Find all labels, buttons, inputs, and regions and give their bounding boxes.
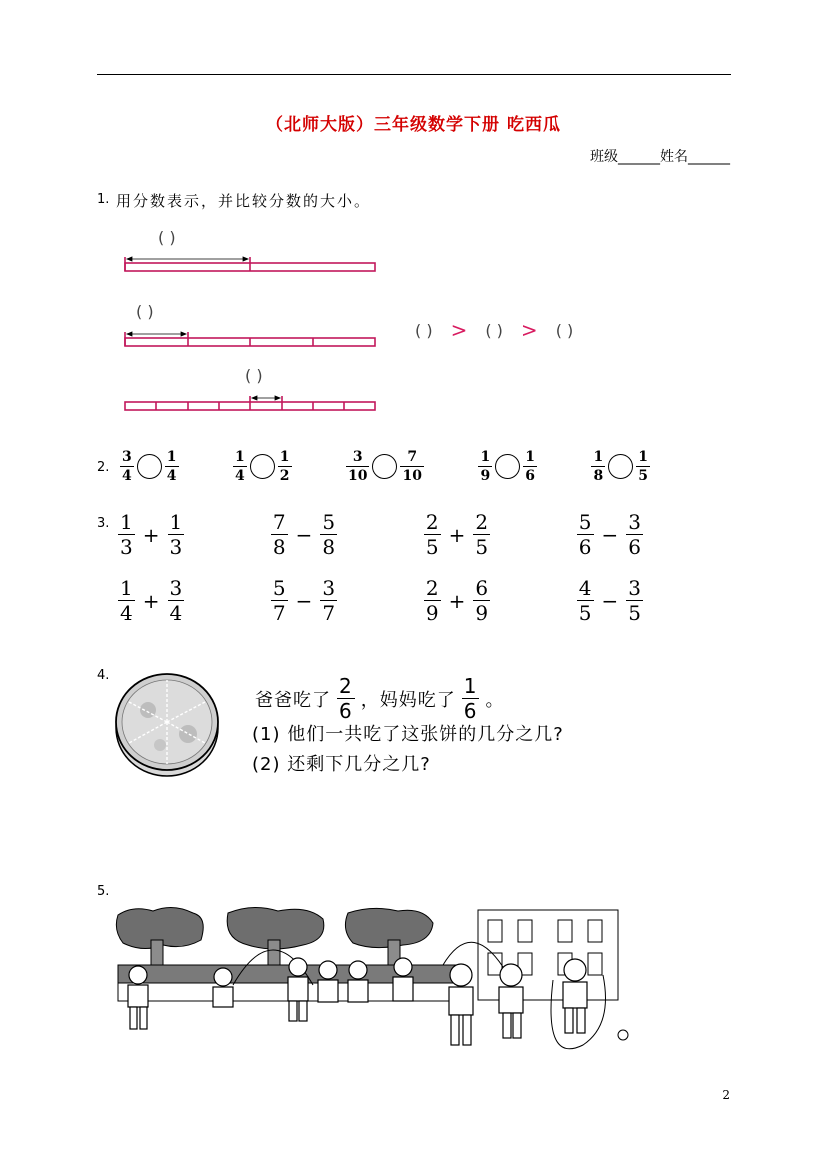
operator: − [601,588,619,613]
q4-text-dad: 爸爸吃了 [255,689,331,711]
class-name-line: 班级______姓名______ [590,149,730,165]
header-rule [97,74,731,75]
fraction: $\frac{1}{6}$ [463,674,478,723]
compare-item [591,450,650,483]
fraction: $\frac{2}{5}$ [425,510,439,559]
fraction: $\frac{2}{5}$ [475,510,489,559]
fraction: $\frac{3}{6}$ [628,510,641,559]
fraction: $\frac{4}{5}$ [578,576,592,625]
q3-row-1 [118,512,643,557]
question-1-text: 用分数表示，并比较分数的大小。 [116,192,372,210]
children-playing-illustration [113,905,638,1055]
q4-question-1: (1) 他们一共吃了这张饼的几分之几? [252,724,564,745]
pancake-illustration [110,670,225,780]
expression [424,512,490,557]
fraction: $\frac{2}{9}$ [425,576,439,625]
expression [118,512,184,557]
fraction: $\frac{1}{4}$ [120,576,133,625]
q1-blank-1: ( ) [158,228,176,247]
answer-circle[interactable] [137,454,162,479]
compare-blank-3: ( ) [555,320,574,340]
compare-blank-1: ( ) [415,320,433,340]
expression [271,512,337,557]
fraction: $\frac{1}{3}$ [120,510,133,559]
q4-text-end: 。 [485,689,505,711]
fraction: $\frac{1}{2}$ [279,449,290,484]
question-4-number: 4. [97,668,110,683]
operator: + [448,522,466,547]
compare-item [346,450,424,483]
fraction: $\frac{5}{7}$ [272,576,286,625]
page-title: （北师大版）三年级数学下册 吃西瓜 [266,115,561,135]
fraction-bars-figure [118,248,383,418]
question-1-number: 1. [97,192,110,207]
fraction: $\frac{1}{3}$ [169,510,183,559]
fraction: $\frac{6}{9}$ [475,576,489,625]
q1-blank-2: ( ) [136,302,154,321]
expression [577,512,643,557]
q1-blank-3: ( ) [245,366,263,385]
compare-item [478,450,537,483]
fraction: $\frac{1}{6}$ [525,449,535,484]
greater-than-sign-1: > [450,318,468,342]
fraction: $\frac{5}{8}$ [322,510,336,559]
fraction: $\frac{1}{8}$ [593,449,604,484]
answer-circle[interactable] [608,454,633,479]
answer-circle[interactable] [250,454,275,479]
compare-blank-2: ( ) [485,320,503,340]
fraction: $\frac{2}{6}$ [339,674,353,723]
q4-text-mom: ，妈妈吃了 [360,689,456,711]
page-number: 2 [722,1088,730,1102]
q1-compare-row [415,318,573,342]
fraction: $\frac{3}{5}$ [628,576,641,625]
fraction: $\frac{1}{4}$ [235,449,245,484]
q4-line-1 [255,676,504,721]
question-3-number: 3. [97,516,110,531]
q2-compare-row [120,450,650,483]
fraction: $\frac{1}{9}$ [480,449,491,484]
fraction: $\frac{7}{8}$ [272,510,286,559]
greater-than-sign-2: > [520,318,538,342]
q4-question-2: (2) 还剩下几分之几? [252,754,431,775]
expression [424,578,490,623]
compare-item [233,450,292,483]
operator: + [448,588,466,613]
operator: − [295,588,313,613]
answer-circle[interactable] [372,454,397,479]
operator: − [295,522,313,547]
fraction: $\frac{3}{4}$ [169,576,183,625]
fraction: $\frac{3}{10}$ [348,449,368,484]
expression [271,578,337,623]
operator: − [601,522,619,547]
fraction: $\frac{1}{5}$ [638,449,648,484]
expression [577,578,643,623]
compare-item [120,450,179,483]
fraction: $\frac{7}{10}$ [402,449,422,484]
fraction: $\frac{1}{4}$ [166,449,177,484]
operator: + [142,588,160,613]
fraction: $\frac{3}{7}$ [322,576,336,625]
question-5-number: 5. [97,884,110,899]
fraction: $\frac{3}{4}$ [122,449,132,484]
operator: + [142,522,160,547]
expression [118,578,184,623]
q3-row-2 [118,578,643,623]
answer-circle[interactable] [495,454,520,479]
fraction: $\frac{5}{6}$ [578,510,592,559]
question-2-number: 2. [97,460,110,475]
